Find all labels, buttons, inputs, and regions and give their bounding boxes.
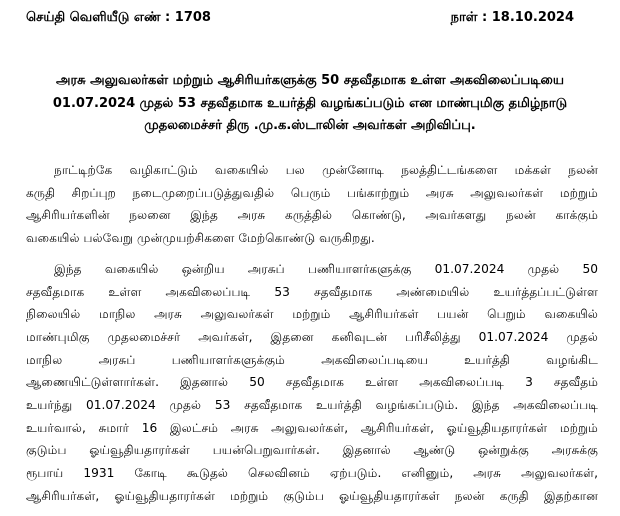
title-line: 01.07.2024 முதல் 53 சதவீதமாக உயர்த்தி வழங்கப்படும் என மாண்புமிகு தமிழ்நாடு — [52, 95, 568, 111]
body-line: உயர்வால், சுமார் 16 இலட்சம் அரசு அலுவலர்கள், ஆசிரியர்கள், ஓய்வூதியதாரர்கள் மற்றும் — [26, 420, 598, 435]
body-line: மாநில அரசுப் பணியாளர்களுக்கும் அகவிலைப்படியை உயர்த்தி வழங்கிட — [26, 352, 598, 367]
release-date: நாள் : 18.10.2024 — [450, 10, 574, 25]
body-line: மாண்புமிகு முதலமைச்சர் அவர்கள், இதனை கனிவுடன் பரிசீலித்து 01.07.2024 முதல் — [26, 329, 598, 344]
paragraph-intro — [26, 159, 598, 250]
body-line: குடும்ப ஓய்வூதியதாரர்கள் பயன்பெறுவார்கள். இதனால் ஆண்டு ஒன்றுக்கு அரசுக்கு — [26, 443, 598, 458]
body-line: வகையில் பல்வேறு முன்முயற்சிகளை மேற்கொண்டு வருகிறது. — [26, 231, 375, 246]
body-line: சதவீதமாக உள்ள அகவிலைப்படி 53 சதவீதமாக அண்மையில் உயர்த்தப்பட்டுள்ள — [26, 284, 598, 299]
body-line: ரூபாய் 1931 கோடி கூடுதல் செலவினம் ஏற்படும். எனினும், அரசு அலுவலர்கள், — [26, 466, 598, 481]
body-line: ஆணையிட்டுள்ளார்கள். இதனால் 50 சதவீதமாக உள்ள அகவிலைப்படி 3 சதவீதம் — [26, 375, 598, 390]
paragraph-announcement — [26, 258, 598, 508]
title-line: அரசு அலுவலர்கள் மற்றும் ஆசிரியர்களுக்கு 50 சதவீதமாக உள்ள அகவிலைப்படியை — [56, 73, 564, 88]
body-line: கருதி சிறப்புற நடைமுறைப்படுத்துவதில் பெரும் பங்காற்றும் அரசு அலுவலர்கள் மற்றும் — [26, 185, 598, 200]
body-line: இந்த வகையில் ஒன்றிய அரசுப் பணியாளர்களுக்கு 01.07.2024 முதல் 50 — [54, 261, 598, 276]
title-line: முதலமைச்சர் திரு .மு.க.ஸ்டாலின் அவர்கள் அறிவிப்பு. — [144, 118, 476, 133]
body-line: நிலையில் மாநில அரசு அலுவலர்கள் மற்றும் ஆசிரியர்கள் பயன் பெறும் வகையில் — [26, 307, 598, 322]
body-line: உயர்ந்து 01.07.2024 முதல் 53 சதவீதமாக உயர்த்தி வழங்கப்படும். இந்த அகவிலைப்படி — [26, 398, 598, 413]
body-line: ஆசிரியர்கள், ஓய்வூதியதாரர்கள் மற்றும் குடும்ப ஓய்வூதியதாரர்கள் நலன் கருதி இதற்கான — [26, 488, 598, 503]
body-line: ஆசிரியர்களின் நலனை இந்த அரசு கருத்தில் கொண்டு, அவர்களது நலன் காக்கும் — [26, 208, 598, 223]
release-number: செய்தி வெளியீடு எண் : 1708 — [26, 10, 211, 25]
release-title — [18, 70, 602, 138]
release-body — [26, 159, 598, 516]
body-line: நாட்டிற்கே வழிகாட்டும் வகையில் பல முன்னோடி நலத்திட்டங்களை மக்கள் நலன் — [54, 163, 598, 177]
